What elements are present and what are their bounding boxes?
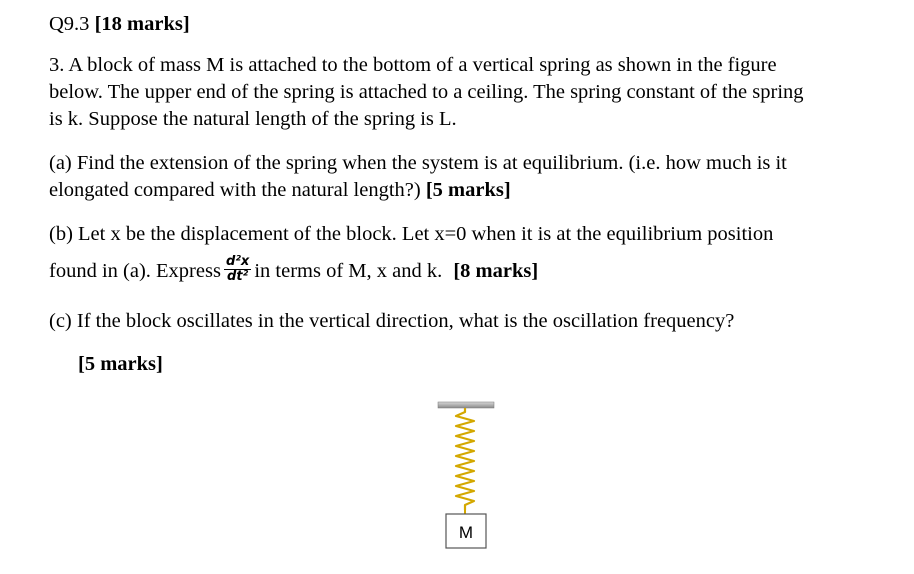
part-c-marks: [5 marks]	[78, 353, 163, 375]
intro-line-1: 3. A block of mass M is attached to the bottom of a vertical spring as shown in the figure	[49, 54, 777, 76]
part-a-line-2	[49, 178, 511, 202]
part-b-line-2	[49, 254, 539, 287]
part-a-text: elongated compared with the natural length?)	[49, 179, 421, 201]
question-marks: [18 marks]	[94, 13, 190, 35]
part-b-suffix: in terms of M, x and k.	[254, 260, 443, 283]
mass-label: M	[458, 523, 474, 542]
part-b-line-1: (b) Let x be the displacement of the block. Let x=0 when it is at the equilibrium position	[49, 223, 774, 245]
part-b-marks: [8 marks]	[453, 260, 539, 283]
intro-line-3: is k. Suppose the natural length of the spring is L.	[49, 108, 457, 130]
question-header	[49, 12, 190, 36]
spring-diagram	[430, 398, 500, 558]
second-derivative-fraction	[224, 255, 251, 284]
intro-line-2: below. The upper end of the spring is attached to a ceiling. The spring constant of the spring	[49, 81, 804, 103]
part-b-prefix: found in (a). Express	[49, 260, 221, 283]
ceiling	[438, 402, 494, 408]
spring-mass-figure	[430, 398, 500, 558]
spring-coil	[456, 408, 474, 510]
part-a-line-1: (a) Find the extension of the spring when the system is at equilibrium. (i.e. how much is it	[49, 152, 787, 174]
fraction-denominator: dt²	[227, 269, 249, 284]
part-c-line-1: (c) If the block oscillates in the vertical direction, what is the oscillation frequency?	[49, 310, 735, 332]
part-a-marks: [5 marks]	[425, 179, 511, 201]
question-number: Q9.3	[49, 13, 90, 35]
fraction-numerator: d²x	[225, 254, 250, 269]
